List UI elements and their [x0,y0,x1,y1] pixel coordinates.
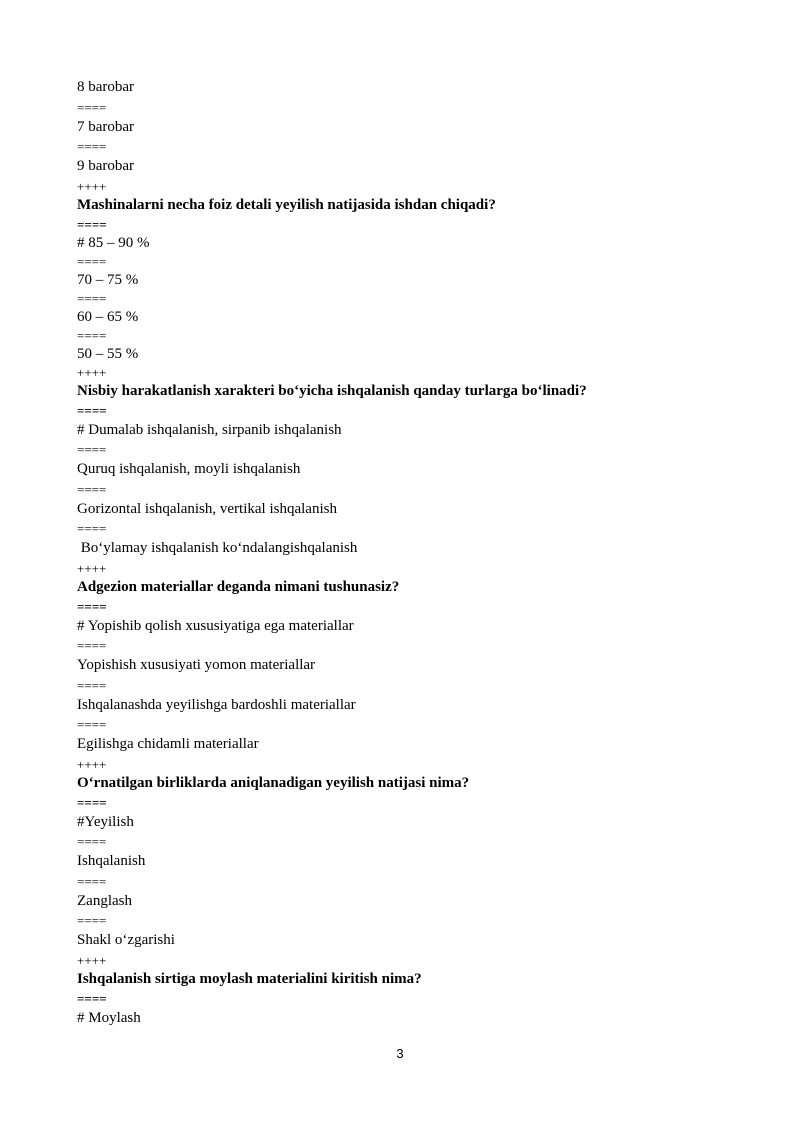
separator-line: ==== [77,794,107,810]
answer-option: Shakl oʻzgarishi [77,932,175,948]
answer-option: 9 barobar [77,158,135,174]
separator-line: ++++ [77,364,107,380]
separator-line: ==== [77,216,107,232]
question-text: Mashinalarni necha foiz detali yeyilish natijasida ishdan chiqadi? [77,196,496,213]
answer-option: Boʻylamay ishqalanish koʻndalangishqalanish [77,540,358,556]
answer-option: 7 barobar [77,118,135,135]
answer-option: # Moylash [77,1009,141,1026]
separator-line: ==== [77,913,107,928]
separator-line: ==== [77,99,107,115]
separator-line: ==== [77,327,107,343]
page-number: 3 [396,1046,404,1061]
separator-line: ==== [77,638,107,653]
separator-line: ==== [77,834,107,849]
separator-line: ++++ [77,178,107,194]
separator-line: ==== [77,253,107,269]
answer-option: #Yeyilish [77,813,134,830]
answer-option: 8 barobar [77,79,135,95]
question-text: Ishqalanish sirtiga moylash materialini kiritish nima? [77,970,422,987]
answer-option: Yopishish xususiyati yomon materiallar [77,657,316,673]
separator-line: ==== [77,717,107,732]
question-text: Nisbiy harakatlanish xarakteri boʻyicha ishqalanish qanday turlarga boʻlinadi? [77,382,587,399]
answer-option: # Yopishib qolish xususiyatiga ega materiallar [77,617,354,634]
separator-line: ++++ [77,756,107,772]
answer-option: Egilishga chidamli materiallar [77,736,259,752]
separator-line: ==== [77,442,107,457]
answer-option: Ishqalanashda yeyilishga bardoshli materiallar [77,696,356,713]
answer-option: 70 – 75 % [77,271,139,288]
answer-option: Quruq ishqalanish, moyli ishqalanish [77,461,301,477]
separator-line: ==== [77,139,107,154]
separator-line: ==== [77,402,107,418]
separator-line: ==== [77,521,107,536]
answer-option: Ishqalanish [77,853,146,869]
separator-line: ==== [77,677,107,693]
answer-option: 60 – 65 % [77,308,139,325]
answer-option: 50 – 55 % [77,345,139,362]
answer-option: # 85 – 90 % [77,234,150,251]
answer-option: # Dumalab ishqalanish, sirpanib ishqalanish [77,421,342,438]
question-text: Adgezion materiallar deganda nimani tushunasiz? [77,578,400,595]
separator-line: ++++ [77,952,107,968]
separator-line: ==== [77,598,107,614]
separator-line: ==== [77,481,107,497]
separator-line: ==== [77,873,107,889]
separator-line: ==== [77,990,107,1006]
test-questions-content [77,75,727,1030]
separator-line: ++++ [77,560,107,576]
answer-option: Zanglash [77,892,132,909]
question-text: Oʻrnatilgan birliklarda aniqlanadigan yeyilish natijasi nima? [77,774,470,791]
separator-line: ==== [77,290,107,306]
answer-option: Gorizontal ishqalanish, vertikal ishqalanish [77,500,337,517]
